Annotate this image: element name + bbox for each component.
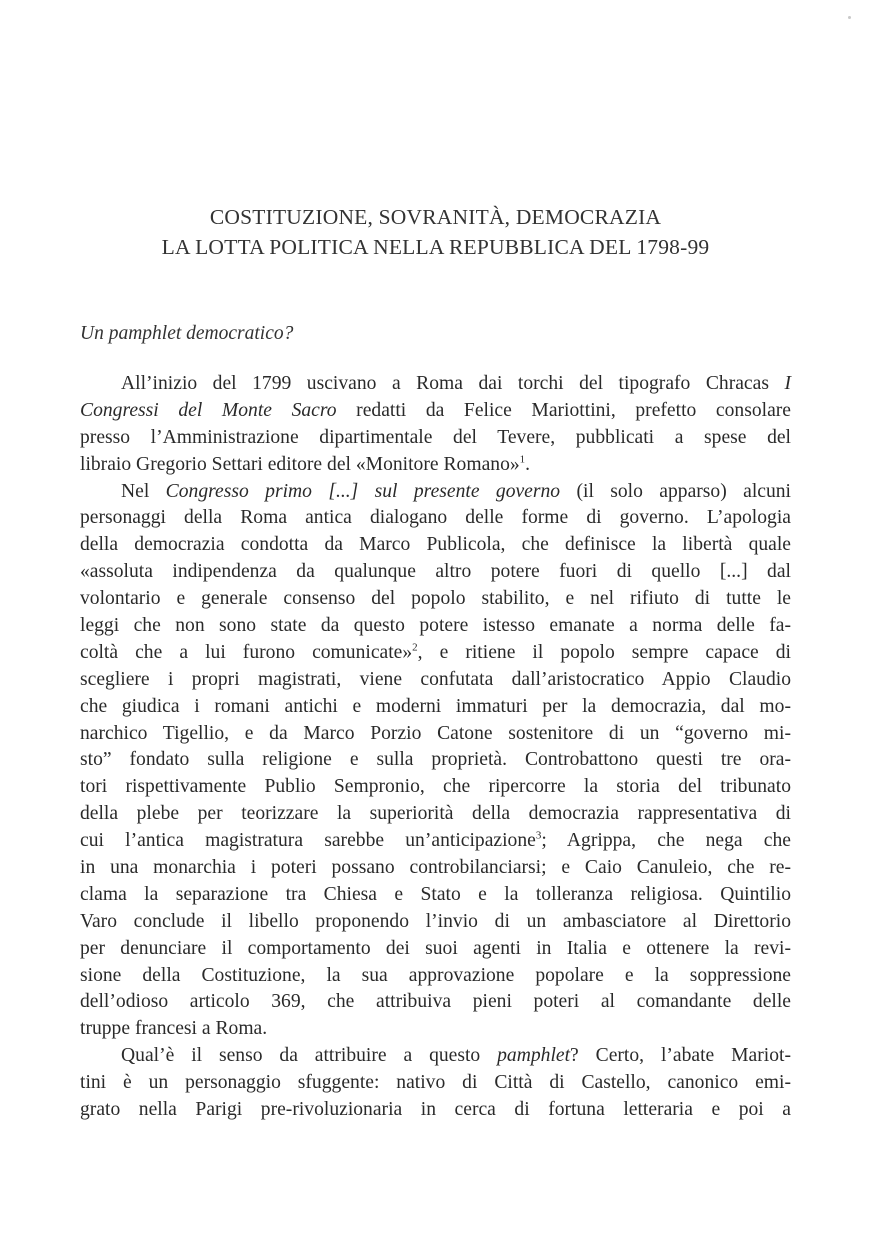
text-line <box>80 452 791 479</box>
footnote-ref: 2 <box>412 641 418 654</box>
text-line <box>80 909 791 936</box>
footnote-ref: 3 <box>535 829 542 842</box>
text-line <box>80 721 791 748</box>
text-line <box>80 586 791 613</box>
text-line <box>80 640 791 667</box>
text-span: «assoluta indipendenza da qualunque altro potere fuori di quello [...] dal <box>80 561 791 583</box>
text-line <box>80 801 791 828</box>
text-span: sto” fondato sulla religione e sulla proprietà. Controbattono questi tre ora- <box>80 749 791 771</box>
text-span: , e ritiene il popolo sempre capace di <box>417 641 791 663</box>
page-title <box>0 202 871 262</box>
text-line <box>80 694 791 721</box>
text-span: ; Agrippa, che nega che <box>541 830 791 852</box>
text-line <box>80 398 791 425</box>
text-line <box>80 1043 791 1070</box>
text-span: narchico Tigellio, e da Marco Porzio Catone sostenitore di un “governo mi- <box>80 722 791 744</box>
text-span: dell’odioso articolo 369, che attribuiva pieni poteri al comandante delle <box>80 991 791 1013</box>
text-line <box>80 1016 791 1043</box>
italic-text: I <box>784 373 791 394</box>
section-heading: Un pamphlet democratico? <box>80 323 294 344</box>
text-line <box>80 425 791 452</box>
text-span: presso l’Amministrazione dipartimentale del Tevere, pubblicati a spese del <box>80 426 791 448</box>
text-line <box>80 371 791 398</box>
text-span: All’inizio del 1799 uscivano a Roma dai torchi del tipografo Chracas <box>121 373 785 394</box>
italic-text: Congressi del Monte Sacro <box>80 399 337 421</box>
text-span: per denunciare il comportamento dei suoi agenti in Italia e ottenere la revi- <box>80 937 791 959</box>
footnote-ref: 1 <box>519 453 526 466</box>
text-span: . <box>525 453 531 475</box>
text-line <box>80 747 791 774</box>
text-line <box>80 989 791 1016</box>
text-line <box>80 505 791 532</box>
text-span: (il solo apparso) alcuni <box>560 480 791 502</box>
text-line <box>80 667 791 694</box>
text-span: ? Certo, l’abate Mariot- <box>570 1045 791 1067</box>
text-line <box>80 479 791 506</box>
text-line <box>80 1070 791 1097</box>
title-line-2: LA LOTTA POLITICA NELLA REPUBBLICA DEL 1798-99 <box>161 235 710 259</box>
text-span: scegliere i propri magistrati, viene confutata dall’aristocratico Appio Claudio <box>80 668 791 690</box>
text-span: Qual’è il senso da attribuire a questo <box>121 1045 498 1067</box>
text-line <box>80 882 791 909</box>
text-span: grato nella Parigi pre-rivoluzionaria in cerca di fortuna letteraria e poi a <box>80 1099 791 1121</box>
text-line <box>80 1097 791 1124</box>
text-span: libraio Gregorio Settari editore del «Monitore Romano» <box>80 453 520 475</box>
text-line <box>80 828 791 855</box>
text-line <box>80 532 791 559</box>
text-span: Nel <box>121 480 166 502</box>
text-span: tori rispettivamente Publio Sempronio, che ripercorre la storia del tribunato <box>80 776 791 798</box>
italic-text: pamphlet <box>497 1045 571 1067</box>
text-line <box>80 855 791 882</box>
text-span: clama la separazione tra Chiesa e Stato e la tolleranza religiosa. Quintilio <box>80 883 791 905</box>
italic-text: Congresso primo [...] sul presente governo <box>165 480 561 502</box>
text-line <box>80 963 791 990</box>
text-span: della democrazia condotta da Marco Publicola, che definisce la libertà quale <box>80 534 791 556</box>
text-span: redatti da Felice Mariottini, prefetto consolare <box>336 399 791 421</box>
text-span: truppe francesi a Roma. <box>80 1018 268 1040</box>
text-span: cui l’antica magistratura sarebbe un’anticipazione <box>80 830 536 852</box>
text-line <box>80 559 791 586</box>
text-line <box>80 774 791 801</box>
text-span: personaggi della Roma antica dialogano delle forme di governo. L’apologia <box>80 507 791 529</box>
text-line <box>80 936 791 963</box>
text-span: coltà che a lui furono comunicate» <box>80 641 413 663</box>
text-span: in una monarchia i poteri possano controbilanciarsi; e Caio Canuleio, che re- <box>80 857 791 879</box>
scan-speck <box>848 16 851 19</box>
text-span: che giudica i romani antichi e moderni immaturi per la democrazia, dal mo- <box>80 695 791 717</box>
text-span: volontario e generale consenso del popolo stabilito, e nel rifiuto di tutte le <box>80 588 791 610</box>
text-span: tini è un personaggio sfuggente: nativo di Città di Castello, canonico emi- <box>80 1072 791 1094</box>
body-text <box>80 371 791 1124</box>
text-span: leggi che non sono state da questo potere istesso emanate a norma delle fa- <box>80 615 791 637</box>
text-span: Varo conclude il libello proponendo l’invio di un ambasciatore al Direttorio <box>80 910 791 932</box>
title-line-1: COSTITUZIONE, SOVRANITÀ, DEMOCRAZIA <box>209 205 662 229</box>
text-span: della plebe per teorizzare la superiorità della democrazia rappresentativa di <box>80 803 791 825</box>
text-span: sione della Costituzione, la sua approvazione popolare e la soppressione <box>80 964 791 986</box>
text-line <box>80 613 791 640</box>
